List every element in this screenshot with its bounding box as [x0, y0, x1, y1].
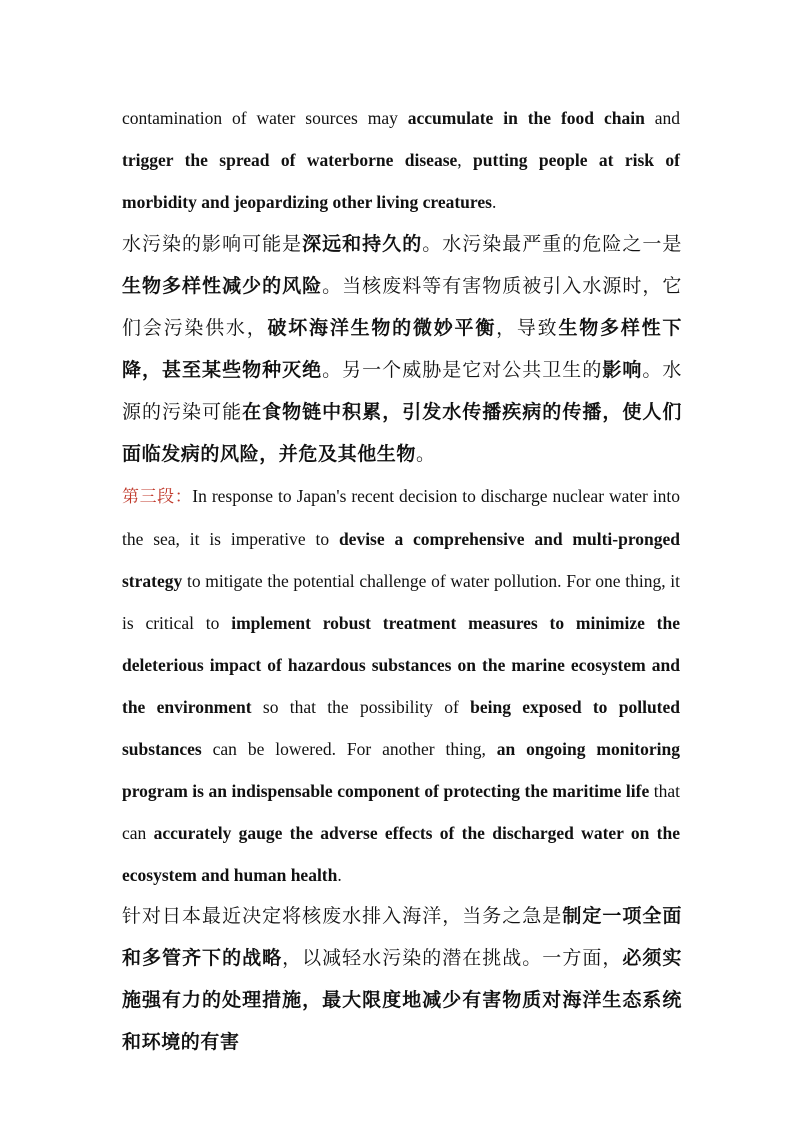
p3-en-run: devise a comprehensive and multi-pronged strategy — [122, 529, 680, 591]
p1-zh-run: 。水源的污染可能 — [122, 359, 682, 423]
p3-en-run: that can — [122, 781, 680, 843]
p3-zh-run: 针对日本最近决定将核废水排入海洋，当务之急是 — [122, 905, 563, 927]
p3-en-run: can be lowered. For another thing, — [201, 739, 497, 759]
p3-zh-run: 必须实施强有力的处理措施，最大限度地减少有害物质对海洋生态系统和环境的有害 — [122, 947, 683, 1053]
p3-en-run: In response to Japan's recent decision to discharge nuclear water into the sea, it is imperative to — [122, 486, 681, 549]
p1-zh-run: 深远和持久的 — [302, 233, 423, 255]
p3-en-run: implement robust treatment measures to minimize the deleterious impact of hazardous substances on the marine ecosystem and the environment — [122, 613, 680, 717]
p3-zh-run: 制定一项全面和多管齐下的战略 — [122, 905, 683, 969]
p1-zh-run: 水污染的影响可能是 — [122, 233, 303, 255]
p1-en-run: putting people at risk of morbidity and jeopardizing other living creatures — [122, 150, 681, 212]
p3-en-run: so that the possibility of — [251, 697, 471, 717]
p1-zh-run: 破坏海洋生物的微妙平衡 — [267, 317, 497, 339]
p3-en-run: being exposed to polluted substances — [122, 697, 680, 759]
paragraph-2-chinese — [122, 223, 682, 475]
p1-en-run: contamination of water sources may — [122, 108, 408, 128]
paragraph-3-label: 第三段： — [122, 487, 193, 507]
p3-en-run: an ongoing monitoring program is an indispensable component of protecting the maritime life — [122, 739, 680, 801]
p1-en-run: trigger the spread of waterborne disease — [122, 150, 458, 170]
paragraph-3-english — [122, 475, 680, 896]
p1-zh-run: 。另一个威胁是它对公共卫生的 — [322, 359, 603, 381]
p1-en-run: accumulate in the food chain — [407, 108, 645, 128]
p1-en-run: and — [644, 108, 680, 128]
p1-zh-run: 。水污染最严重的危险之一是 — [422, 233, 682, 255]
paragraph-3-chinese — [122, 895, 682, 1063]
p1-zh-run: 。当核废料等有害物质被引入水源时，它们会污染供水， — [122, 275, 682, 339]
p3-en-run: accurately gauge the adverse effects of the discharged water on the ecosystem and human health — [122, 823, 680, 885]
p1-zh-run: 生物多样性减少的风险 — [122, 275, 323, 297]
p1-zh-run: ，导致 — [496, 317, 559, 339]
p3-zh-run: ，以减轻水污染的潜在挑战。一方面， — [282, 947, 623, 969]
paragraph-2-english — [122, 97, 680, 223]
p3-en-run: . — [337, 865, 342, 885]
p1-zh-run: 生物多样性下降，甚至某些物种灭绝 — [122, 317, 682, 381]
paragraph-3-english-text — [122, 486, 680, 885]
p3-en-run: to mitigate the potential challenge of water pollution. For one thing, it is critical to — [122, 571, 680, 633]
p1-en-run: , — [457, 150, 474, 170]
p1-zh-run: 影响 — [602, 359, 643, 381]
p1-zh-run: 在食物链中积累，引发水传播疾病的传播，使人们面临发病的风险，并危及其他生物 — [122, 401, 682, 465]
p1-zh-run: 。 — [416, 443, 436, 465]
p1-en-run: . — [491, 192, 497, 212]
